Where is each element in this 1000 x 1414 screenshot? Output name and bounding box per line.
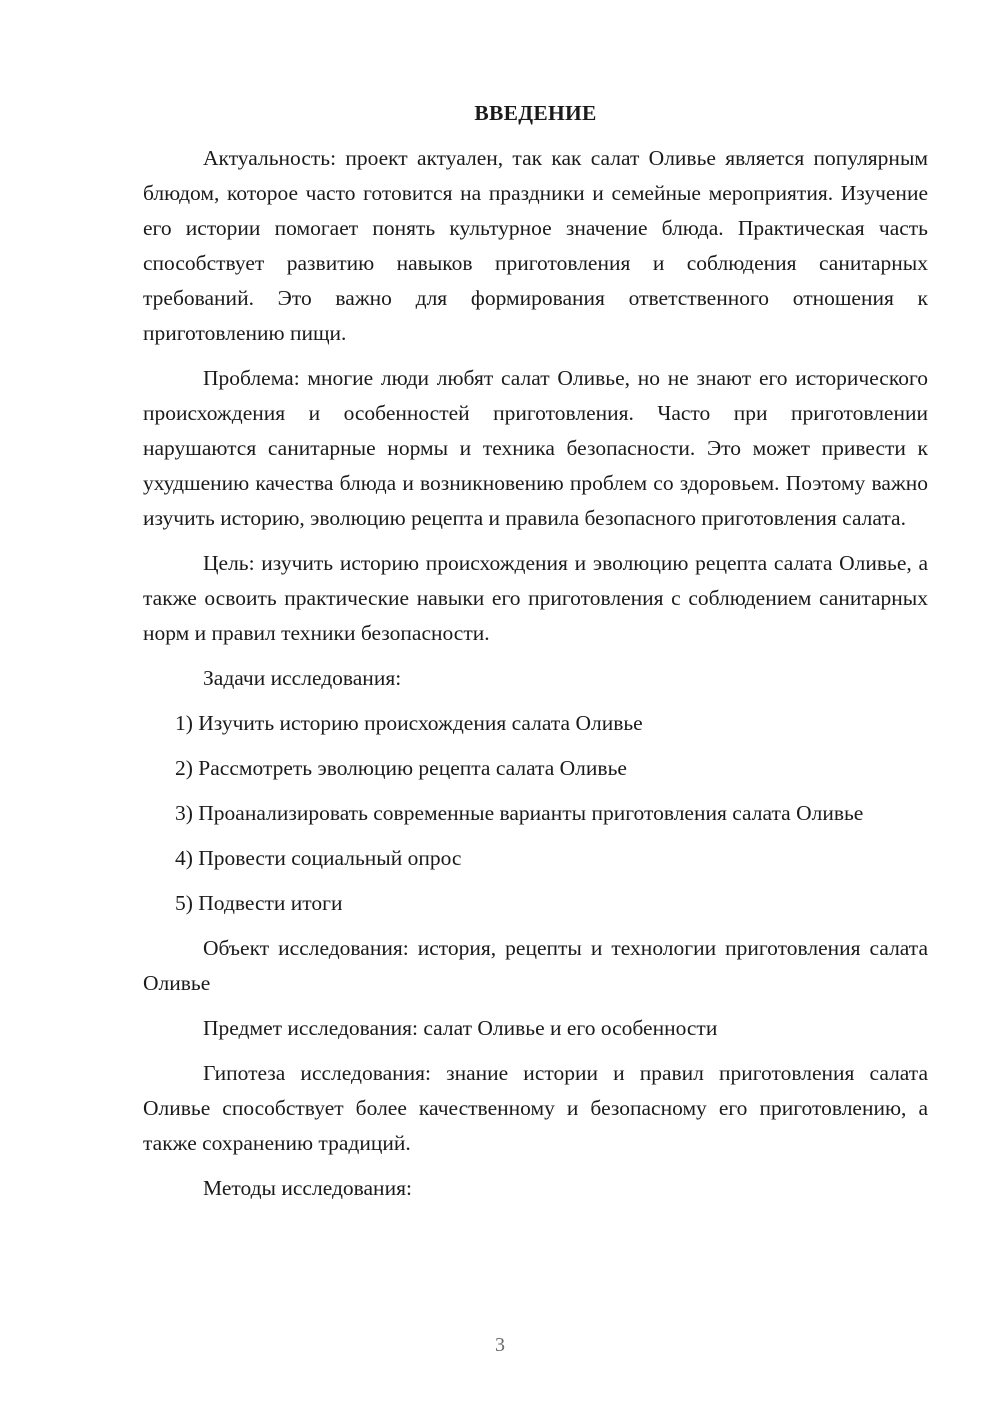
paragraph-goal: Цель: изучить историю происхождения и эволюцию рецепта салата Оливье, а также освоить практические навыки его приготовления с соблюдением санитарных норм и правил техники безопасности. [143, 551, 928, 645]
paragraph-hypothesis: Гипотеза исследования: знание истории и правил приготовления салата Оливье способствует более качественному и безопасному его приготовлению, а также сохранению традиций. [143, 1061, 928, 1155]
task-item-3: 3) Проанализировать современные варианты приготовления салата Оливье [175, 801, 864, 825]
section-title: ВВЕДЕНИЕ [474, 101, 597, 125]
paragraph-problem: Проблема: многие люди любят салат Оливье, но не знают его исторического происхождения и особенностей приготовления. Часто при приготовлении нарушаются санитарные нормы и техника безопасности. Это может привести к ухудшению качества блюда и возникновению проблем со здоровьем. Поэтому важно изучить историю, эволюцию рецепта и правила безопасного приготовления салата. [143, 366, 928, 530]
page-number: 3 [495, 1334, 505, 1356]
task-item-2: 2) Рассмотреть эволюцию рецепта салата Оливье [175, 756, 627, 780]
task-item-1: 1) Изучить историю происхождения салата Оливье [175, 711, 643, 735]
document-page [143, 96, 928, 1216]
task-item-4: 4) Провести социальный опрос [175, 846, 462, 870]
paragraph-subject: Предмет исследования: салат Оливье и его особенности [203, 1016, 718, 1040]
paragraph-relevance: Актуальность: проект актуален, так как салат Оливье является популярным блюдом, которое часто готовится на праздники и семейные мероприятия. Изучение его истории помогает понять культурное значение блюда. Практическая часть способствует развитию навыков приготовления и соблюдения санитарных требований. Это важно для формирования ответственного отношения к приготовлению пищи. [143, 146, 928, 345]
paragraph-object: Объект исследования: история, рецепты и технологии приготовления салата Оливье [143, 936, 928, 995]
task-item-5: 5) Подвести итоги [175, 891, 343, 915]
paragraph-methods: Методы исследования: [203, 1176, 412, 1200]
paragraph-tasks-heading: Задачи исследования: [203, 666, 402, 690]
